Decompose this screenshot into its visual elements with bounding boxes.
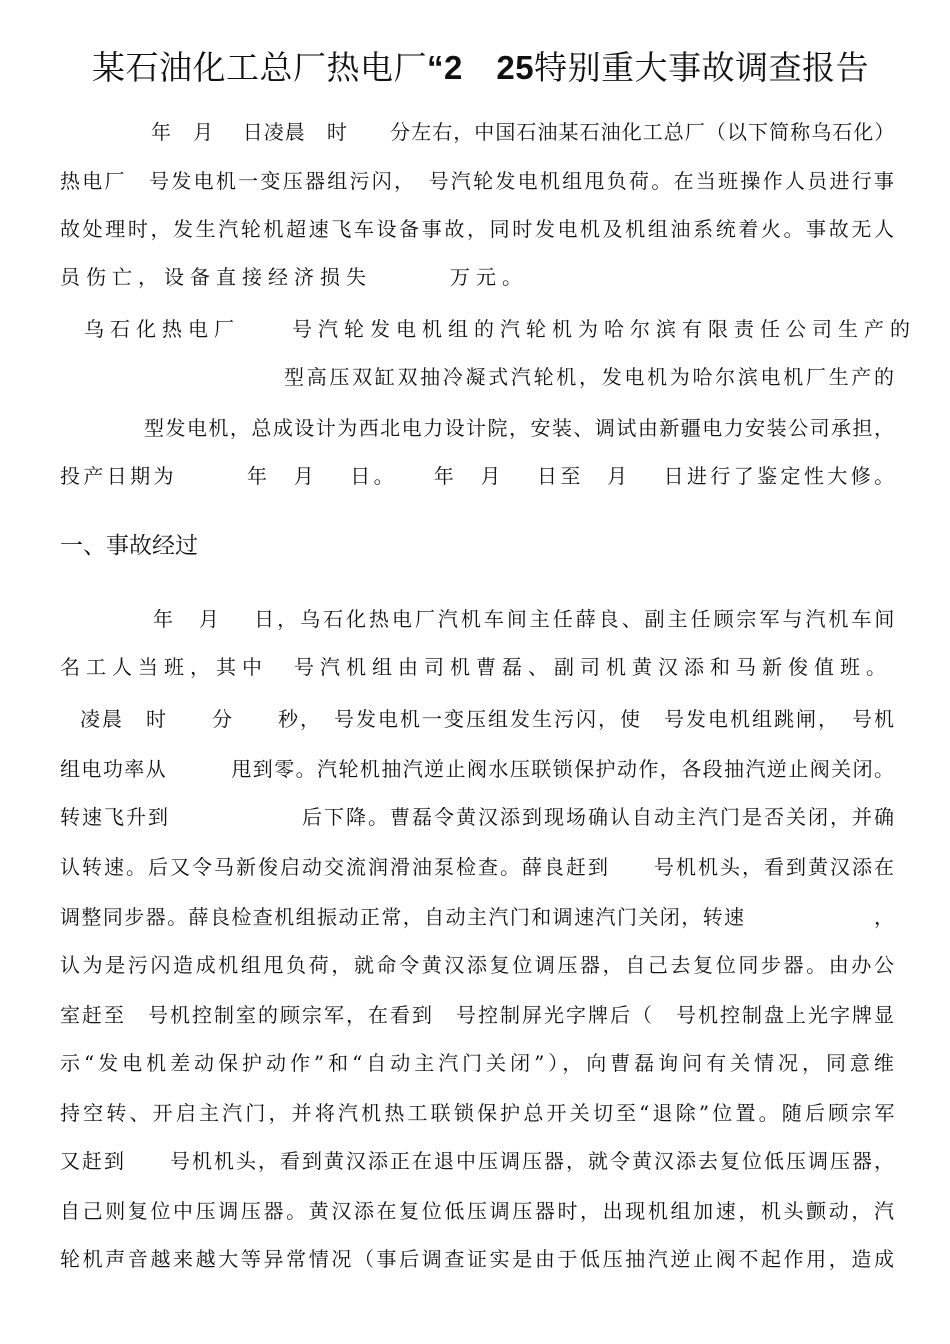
intro-line-4: 员伤亡，设备直接经济损失 万元。 xyxy=(60,265,528,289)
intro-line-3: 故处理时，发生汽轮机超速飞车设备事故，同时发电机及机组油系统着火。事故无人 xyxy=(60,217,897,241)
title-quote: “2 25 xyxy=(427,49,535,86)
intro-line-1: 年 月 日凌晨 时 分左右，中国石油某石油化工总厂（以下简称乌石化） xyxy=(130,120,896,144)
section-line-3: 凌晨 时 分 秒， 号发电机一变压组发生污闪，使 号发电机组跳闸， 号机 xyxy=(80,707,896,731)
intro-line-8: 投产日期为 年 月 日。 年 月 日至 月 日进行了鉴定性大修。 xyxy=(60,464,898,488)
section-line-9: 室赶至 号机控制室的顾宗军，在看到 号控制屏光字牌后（ 号机控制盘上光字牌显 xyxy=(60,1003,896,1027)
intro-line-6: 型高压双缸双抽冷凝式汽轮机，发电机为哈尔滨电机厂生产的 xyxy=(284,365,897,389)
section-line-2: 名工人当班，其中 号汽机组由司机曹磊、副司机黄汉添和马新俊值班。 xyxy=(60,655,892,679)
report-title xyxy=(92,44,912,92)
section-line-11: 持空转、开启主汽门，并将汽机热工联锁保护总开关切至“退除”位置。随后顾宗军 xyxy=(60,1101,898,1125)
section-line-13: 自己则复位中压调压器。黄汉添在复位低压调压器时，出现机组加速，机头颤动，汽 xyxy=(60,1199,897,1223)
title-after: 特别重大事故调查报告 xyxy=(534,48,870,87)
title-before: 某石油化工总厂热电厂 xyxy=(92,48,427,87)
section-line-10: 示“发电机差动保护动作”和“自动主汽门关闭”），向曹磊询问有关情况，同意维 xyxy=(60,1051,898,1075)
section-line-6: 认转速。后又令马新俊启动交流润滑油泵检查。薛良赶到 号机机头，看到黄汉添在 xyxy=(60,855,896,879)
intro-line-2: 热电厂 号发电机一变压器组污闪， 号汽轮发电机组甩负荷。在当班操作人员进行事 xyxy=(60,169,897,193)
section-line-8: 认为是污闪造成机组甩负荷，就命令黄汉添复位调压器，自己去复位同步器。由办公 xyxy=(60,953,897,977)
intro-line-7: 型发电机，总成设计为西北电力设计院，安装、调试由新疆电力安装公司承担， xyxy=(144,416,896,440)
section-line-14: 轮机声音越来越大等异常情况（事后调查证实是由于低压抽汽逆止阀不起作用，造成 xyxy=(60,1247,897,1271)
section-line-4: 组电功率从 甩到零。汽轮机抽汽逆止阀水压联锁保护动作，各段抽汽逆止阀关闭。 xyxy=(60,757,896,781)
section-line-12: 又赶到 号机机头，看到黄汉添正在退中压调压器，就令黄汉添去复位低压调压器， xyxy=(60,1149,896,1173)
section-line-1: 年 月 日，乌石化热电厂汽机车间主任薛良、副主任顾宗军与汽机车间 xyxy=(130,607,898,631)
section-heading: 一、事故经过 xyxy=(60,533,198,559)
section-line-5: 转速飞升到 后下降。曹磊令黄汉添到现场确认自动主汽门是否关闭，并确 xyxy=(60,805,896,829)
intro-line-5: 乌石化热电厂 号汽轮发电机组的汽轮机为哈尔滨有限责任公司生产的 xyxy=(84,317,916,341)
section-line-7: 调整同步器。薛良检查机组振动正常，自动主汽门和调速汽门关闭，转速 ， xyxy=(60,905,896,929)
